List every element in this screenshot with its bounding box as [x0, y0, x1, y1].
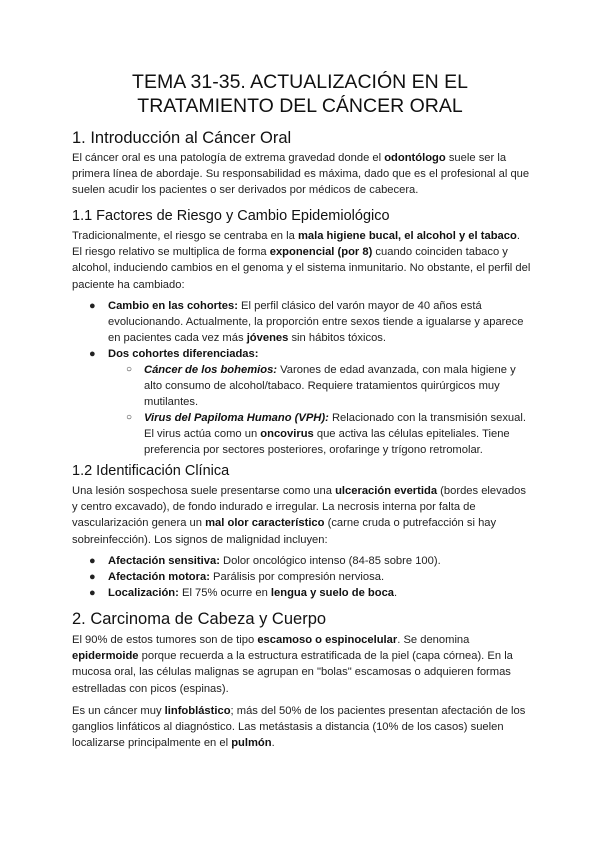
circle-bullet-icon: ○ [126, 412, 133, 423]
section-1-2-heading: 1.2 Identificación Clínica [72, 463, 230, 479]
bullet-icon: ● [89, 300, 96, 312]
sub-list-item: Virus del Papiloma Humano (VPH): Relacionado con la transmisión sexual. El virus actúa como un oncovirus que activa las células epiteliales. Tiene preferencia por sectores posteriores, orofaringe y trígono retromolar. [144, 412, 526, 457]
list-item: Afectación motora: Parálisis por compresión nerviosa. [108, 571, 385, 583]
section-1-1-heading: 1.1 Factores de Riesgo y Cambio Epidemiológico [72, 208, 390, 224]
circle-bullet-icon: ○ [126, 364, 133, 375]
document-title: TEMA 31-35. ACTUALIZACIÓN EN EL TRATAMIENTO DEL CÁNCER ORAL [132, 71, 468, 117]
sub-list-item: Cáncer de los bohemios: Varones de edad avanzada, con mala higiene y alto consumo de alcohol/tabaco. Requiere tratamientos quirúrgicos muy mutilantes. [144, 364, 516, 409]
list-item: Localización: El 75% ocurre en lengua y suelo de boca. [108, 587, 398, 599]
section-1-paragraph: El cáncer oral es una patología de extrema gravedad donde el odontólogo suele ser la primera línea de abordaje. Su responsabilidad es máxima, dado que es el profesional al que suelen acudir los pacientes o ser derivados por médicos de cabecera. [72, 152, 530, 197]
list-item: Cambio en las cohortes: El perfil clásico del varón mayor de 40 años está evolucionando. Actualmente, la proporción entre sexos tiende a igualarse y aparece en pacientes cada vez más jóvenes sin hábitos tóxicos. [108, 300, 524, 345]
list-item: Dos cohortes diferenciadas: [108, 348, 259, 360]
section-2-paragraph-2: Es un cáncer muy linfoblástico; más del 50% de los pacientes presentan afectación de los ganglios linfáticos al diagnóstico. Las metástasis a distancia (10% de los casos) suelen localizarse principalmente en el pulmón. [72, 705, 526, 750]
section-2-heading: 2. Carcinoma de Cabeza y Cuerpo [72, 610, 327, 628]
bullet-icon: ● [89, 571, 96, 583]
list-item: Afectación sensitiva: Dolor oncológico intenso (84-85 sobre 100). [108, 555, 441, 567]
bullet-icon: ● [89, 348, 96, 360]
bullet-icon: ● [89, 587, 96, 599]
section-1-2-paragraph: Una lesión sospechosa suele presentarse como una ulceración evertida (bordes elevados y centro excavado), de fondo indurado e irregular. La necrosis interna por falta de vascularización genera un mal olor característico (carne cruda o putrefacción si hay sobreinfección). Los signos de malignidad incluyen: [72, 485, 526, 546]
section-1-1-paragraph: Tradicionalmente, el riesgo se centraba en la mala higiene bucal, el alcohol y el tabaco. El riesgo relativo se multiplica de forma exponencial (por 8) cuando coinciden tabaco y alcohol, induciendo cambios en el genoma y el sistema inmunitario. No obstante, el perfil del paciente ha cambiado: [72, 230, 531, 291]
section-1-heading: 1. Introducción al Cáncer Oral [72, 129, 292, 147]
bullet-icon: ● [89, 555, 96, 567]
section-2-paragraph-1: El 90% de estos tumores son de tipo escamoso o espinocelular. Se denomina epidermoide porque recuerda a la estructura estratificada de la piel (capa córnea). En la mucosa oral, las células malignas se agrupan en "bolas" escamosas o adquieren formas estrelladas con picos (espinas). [72, 634, 513, 695]
